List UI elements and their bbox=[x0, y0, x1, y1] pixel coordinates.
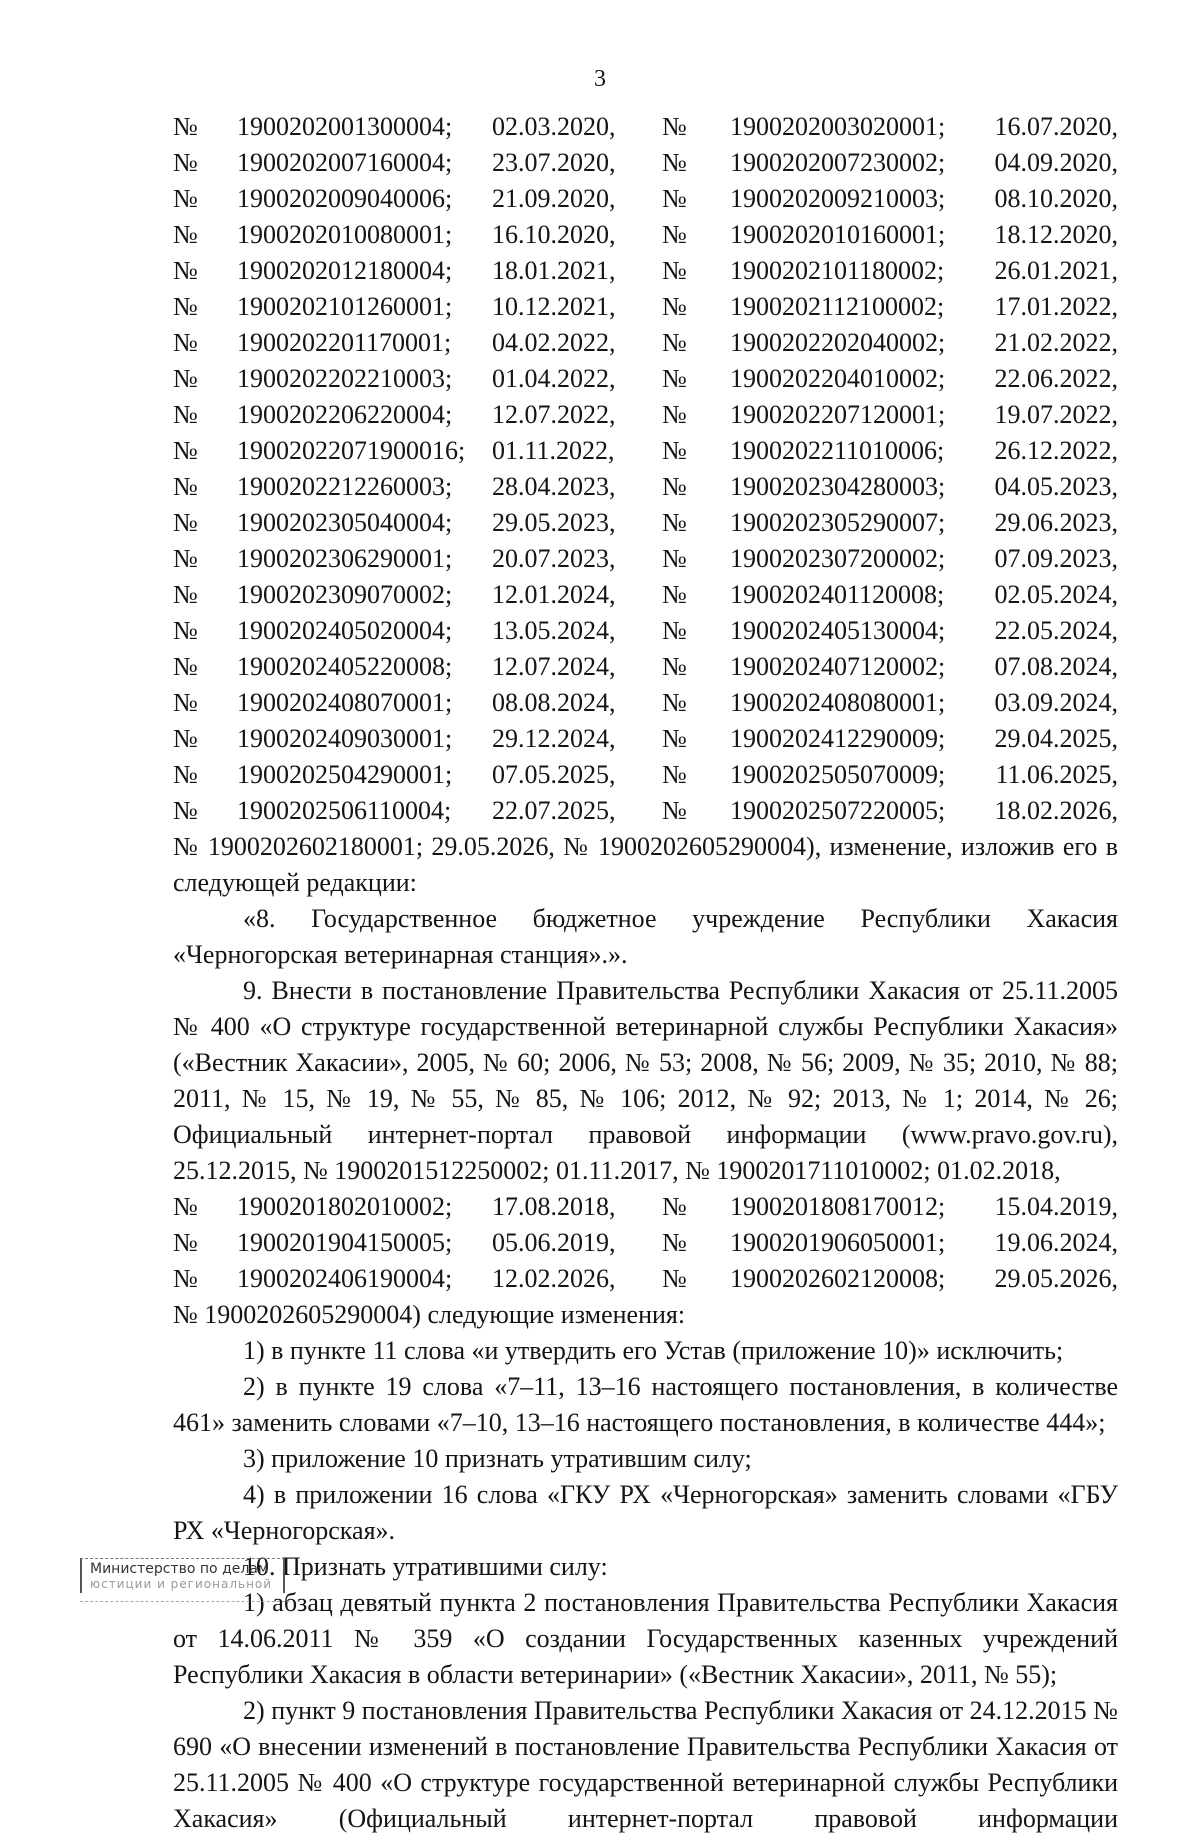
item-9-sub-1: 1) в пункте 11 слова «и утвердить его Устав (приложение 10)» исключить; bbox=[243, 1336, 1064, 1365]
number-sign: № bbox=[662, 652, 687, 681]
paragraph-after-register: № 1900202602180001; 29.05.2026, № 1900202605290004), изменение, изложив его в следующей редакции: bbox=[173, 832, 1118, 897]
publication-date: 16.10.2020, bbox=[492, 220, 616, 249]
register-row bbox=[173, 685, 1118, 721]
registration-number: 1900202204010002; bbox=[730, 364, 946, 393]
register-row bbox=[173, 757, 1118, 793]
number-sign: № bbox=[173, 1264, 198, 1293]
number-sign: № bbox=[662, 688, 687, 717]
item-10-heading: 10. Признать утратившими силу: bbox=[243, 1552, 608, 1581]
number-sign: № bbox=[662, 472, 687, 501]
number-sign: № bbox=[173, 724, 198, 753]
number-sign: № bbox=[662, 400, 687, 429]
publication-date: 21.09.2020, bbox=[492, 184, 616, 213]
registration-number: 1900202012180004; bbox=[237, 256, 453, 285]
registration-number: 1900202009210003; bbox=[730, 184, 946, 213]
registration-number: 1900202401120008; bbox=[730, 580, 945, 609]
number-sign: № bbox=[662, 1228, 687, 1257]
publication-date: 19.06.2024, bbox=[994, 1228, 1118, 1257]
ministry-stamp bbox=[80, 1558, 290, 1602]
registration-number: 1900202201170001; bbox=[237, 328, 452, 357]
register-row bbox=[173, 1225, 1118, 1261]
register-row bbox=[173, 541, 1118, 577]
register-row bbox=[173, 217, 1118, 253]
number-sign: № bbox=[662, 1264, 687, 1293]
register-row bbox=[173, 649, 1118, 685]
registration-number: 19002022071900016; bbox=[237, 436, 466, 465]
publication-date: 01.04.2022, bbox=[492, 364, 616, 393]
register-row bbox=[173, 793, 1118, 829]
publication-date: 20.07.2023, bbox=[492, 544, 616, 573]
register-row bbox=[173, 145, 1118, 181]
register-row bbox=[173, 289, 1118, 325]
publication-date: 18.01.2021, bbox=[492, 256, 616, 285]
item-9-intro: 9. Внести в постановление Правительства Республики Хакасия от 25.11.2005 № 400 «О структуре государственной ветеринарной службы Республики Хакасия» («Вестник Хакасии», 2005, № 60; 2006, № 53; 2008, № 56; 2009, № 35; 2010, № 88; 2011, № 15, № 19, № 55, № 85, № 106; 2012, № 92; 2013, № 1; 2014, № 26; Официальный интернет-портал правовой информации (www.pravo.gov.ru), 25.12.2015, № 1900201512250002; 01.11.2017, № 1900201711010002; 01.02.2018, bbox=[173, 976, 1118, 1185]
number-sign: № bbox=[662, 580, 687, 609]
registration-number: 1900202505070009; bbox=[730, 760, 946, 789]
registration-number: 1900202507220005; bbox=[730, 796, 946, 825]
registration-number: 1900202001300004; bbox=[237, 112, 453, 141]
registration-number: 1900202003020001; bbox=[730, 112, 946, 141]
registration-number: 1900202206220004; bbox=[237, 400, 453, 429]
registration-number: 1900201808170012; bbox=[730, 1192, 946, 1221]
registration-number: 1900202112100002; bbox=[730, 292, 945, 321]
number-sign: № bbox=[173, 508, 198, 537]
registration-number: 1900202101180002; bbox=[730, 256, 945, 285]
registration-number: 1900202007230002; bbox=[730, 148, 946, 177]
publication-date: 04.09.2020, bbox=[994, 148, 1118, 177]
register-row bbox=[173, 577, 1118, 613]
publication-date: 07.05.2025, bbox=[492, 760, 616, 789]
register-row bbox=[173, 1189, 1118, 1225]
quote-item-8: «8. Государственное бюджетное учреждение Республики Хакасия «Черногорская ветеринарная станция».». bbox=[173, 904, 1118, 969]
item-9-sub-3: 3) приложение 10 признать утратившим силу; bbox=[243, 1444, 752, 1473]
publication-date: 18.02.2026, bbox=[994, 796, 1118, 825]
registration-number: 1900202504290001; bbox=[237, 760, 453, 789]
item-9-register-table bbox=[173, 1189, 1118, 1297]
number-sign: № bbox=[662, 760, 687, 789]
number-sign: № bbox=[662, 544, 687, 573]
number-sign: № bbox=[173, 256, 198, 285]
registration-number: 1900201802010002; bbox=[237, 1192, 453, 1221]
item-10-sub-1: 1) абзац девятый пункта 2 постановления Правительства Республики Хакасия от 14.06.2011 № 359 «О создании Государственных казенных учреждений Республики Хакасия в области ветеринарии» («Вестник Хакасии», 2011, № 55); bbox=[173, 1588, 1118, 1689]
publication-date: 18.12.2020, bbox=[994, 220, 1118, 249]
number-sign: № bbox=[173, 1228, 198, 1257]
publication-date: 12.02.2026, bbox=[492, 1264, 616, 1293]
number-sign: № bbox=[173, 1192, 198, 1221]
publication-date: 12.07.2022, bbox=[492, 400, 616, 429]
publication-date: 26.01.2021, bbox=[994, 256, 1118, 285]
number-sign: № bbox=[662, 112, 687, 141]
registration-number: 1900202412290009; bbox=[730, 724, 946, 753]
number-sign: № bbox=[173, 148, 198, 177]
publication-date: 17.08.2018, bbox=[492, 1192, 616, 1221]
register-row bbox=[173, 325, 1118, 361]
register-row bbox=[173, 613, 1118, 649]
publication-date: 29.06.2023, bbox=[994, 508, 1118, 537]
publication-date: 08.10.2020, bbox=[994, 184, 1118, 213]
stamp-divider bbox=[80, 1601, 290, 1602]
item-10-sub-2: 2) пункт 9 постановления Правительства Республики Хакасия от 24.12.2015 № 690 «О внесении изменений в постановление Правительства Республики Хакасия от 25.11.2005 № 400 «О структуре государственной ветеринарной службы Республики Хакасия» (Официальный интернет-портал правовой информации bbox=[173, 1696, 1118, 1833]
registration-number: 1900202207120001; bbox=[730, 400, 946, 429]
publication-date: 02.05.2024, bbox=[994, 580, 1118, 609]
registration-number: 1900202211010006; bbox=[730, 436, 945, 465]
registration-number: 1900202010160001; bbox=[730, 220, 946, 249]
item-9-tail: № 1900202605290004) следующие изменения: bbox=[173, 1300, 686, 1329]
publication-date: 22.06.2022, bbox=[994, 364, 1118, 393]
register-table bbox=[173, 109, 1118, 829]
register-row bbox=[173, 397, 1118, 433]
registration-number: 1900202009040006; bbox=[237, 184, 453, 213]
publication-date: 02.03.2020, bbox=[492, 112, 616, 141]
publication-date: 22.05.2024, bbox=[994, 616, 1118, 645]
registration-number: 1900202408080001; bbox=[730, 688, 946, 717]
publication-date: 05.06.2019, bbox=[492, 1228, 616, 1257]
registration-number: 1900202408070001; bbox=[237, 688, 453, 717]
registration-number: 1900202405130004; bbox=[730, 616, 946, 645]
registration-number: 1900202305040004; bbox=[237, 508, 453, 537]
publication-date: 26.12.2022, bbox=[994, 436, 1118, 465]
number-sign: № bbox=[662, 616, 687, 645]
stamp-line-2: юстиции и региональной bbox=[90, 1577, 273, 1591]
number-sign: № bbox=[173, 112, 198, 141]
registration-number: 1900202405220008; bbox=[237, 652, 453, 681]
registration-number: 1900202309070002; bbox=[237, 580, 453, 609]
publication-date: 16.07.2020, bbox=[994, 112, 1118, 141]
number-sign: № bbox=[173, 220, 198, 249]
number-sign: № bbox=[662, 292, 687, 321]
document-body bbox=[173, 109, 1118, 1837]
number-sign: № bbox=[173, 292, 198, 321]
register-table-body bbox=[173, 109, 1118, 829]
registration-number: 1900202202210003; bbox=[237, 364, 453, 393]
number-sign: № bbox=[662, 724, 687, 753]
number-sign: № bbox=[662, 364, 687, 393]
publication-date: 29.04.2025, bbox=[994, 724, 1118, 753]
number-sign: № bbox=[173, 796, 198, 825]
number-sign: № bbox=[173, 400, 198, 429]
number-sign: № bbox=[173, 760, 198, 789]
publication-date: 08.08.2024, bbox=[492, 688, 616, 717]
publication-date: 29.05.2023, bbox=[492, 508, 616, 537]
registration-number: 1900202007160004; bbox=[237, 148, 453, 177]
registration-number: 1900202304280003; bbox=[730, 472, 946, 501]
stamp-box bbox=[80, 1558, 285, 1593]
registration-number: 1900202506110004; bbox=[237, 796, 452, 825]
number-sign: № bbox=[662, 220, 687, 249]
publication-date: 28.04.2023, bbox=[492, 472, 616, 501]
publication-date: 29.05.2026, bbox=[994, 1264, 1118, 1293]
registration-number: 1900202602120008; bbox=[730, 1264, 946, 1293]
registration-number: 1900201904150005; bbox=[237, 1228, 453, 1257]
publication-date: 15.04.2019, bbox=[994, 1192, 1118, 1221]
registration-number: 1900202010080001; bbox=[237, 220, 453, 249]
register-row bbox=[173, 253, 1118, 289]
publication-date: 04.05.2023, bbox=[994, 472, 1118, 501]
publication-date: 23.07.2020, bbox=[492, 148, 616, 177]
number-sign: № bbox=[662, 1192, 687, 1221]
publication-date: 01.11.2022, bbox=[492, 436, 615, 465]
publication-date: 10.12.2021, bbox=[492, 292, 616, 321]
registration-number: 1900202307200002; bbox=[730, 544, 946, 573]
registration-number: 1900202212260003; bbox=[237, 472, 453, 501]
number-sign: № bbox=[662, 184, 687, 213]
registration-number: 1900202409030001; bbox=[237, 724, 453, 753]
item-9-sub-4: 4) в приложении 16 слова «ГКУ РХ «Черногорская» заменить словами «ГБУ РХ «Черногорская». bbox=[173, 1480, 1118, 1545]
publication-date: 07.08.2024, bbox=[994, 652, 1118, 681]
number-sign: № bbox=[173, 580, 198, 609]
stamp-line-1: Министерство по делам bbox=[90, 1561, 269, 1577]
register-row bbox=[173, 361, 1118, 397]
registration-number: 1900201906050001; bbox=[730, 1228, 946, 1257]
publication-date: 19.07.2022, bbox=[994, 400, 1118, 429]
number-sign: № bbox=[173, 184, 198, 213]
registration-number: 1900202406190004; bbox=[237, 1264, 453, 1293]
publication-date: 04.02.2022, bbox=[492, 328, 616, 357]
registration-number: 1900202306290001; bbox=[237, 544, 453, 573]
page-number: 3 bbox=[594, 66, 606, 92]
registration-number: 1900202407120002; bbox=[730, 652, 946, 681]
publication-date: 07.09.2023, bbox=[994, 544, 1118, 573]
register-row bbox=[173, 109, 1118, 145]
publication-date: 22.07.2025, bbox=[492, 796, 616, 825]
item-9-sub-2: 2) в пункте 19 слова «7–11, 13–16 настоящего постановления, в количестве 461» заменить словами «7–10, 13–16 настоящего постановления, в количестве 444»; bbox=[173, 1372, 1118, 1437]
number-sign: № bbox=[662, 148, 687, 177]
publication-date: 12.01.2024, bbox=[492, 580, 616, 609]
publication-date: 29.12.2024, bbox=[492, 724, 616, 753]
register-row bbox=[173, 1261, 1118, 1297]
number-sign: № bbox=[662, 508, 687, 537]
number-sign: № bbox=[173, 472, 198, 501]
publication-date: 21.02.2022, bbox=[994, 328, 1118, 357]
number-sign: № bbox=[662, 256, 687, 285]
number-sign: № bbox=[173, 364, 198, 393]
number-sign: № bbox=[173, 688, 198, 717]
number-sign: № bbox=[662, 328, 687, 357]
publication-date: 11.06.2025, bbox=[995, 760, 1118, 789]
registration-number: 1900202305290007; bbox=[730, 508, 946, 537]
registration-number: 1900202101260001; bbox=[237, 292, 453, 321]
registration-number: 1900202405020004; bbox=[237, 616, 453, 645]
registration-number: 1900202202040002; bbox=[730, 328, 946, 357]
register-row bbox=[173, 505, 1118, 541]
number-sign: № bbox=[173, 652, 198, 681]
number-sign: № bbox=[173, 436, 198, 465]
number-sign: № bbox=[662, 796, 687, 825]
item-9-register-body bbox=[173, 1189, 1118, 1297]
number-sign: № bbox=[173, 328, 198, 357]
register-row bbox=[173, 433, 1118, 469]
number-sign: № bbox=[173, 544, 198, 573]
publication-date: 17.01.2022, bbox=[994, 292, 1118, 321]
number-sign: № bbox=[662, 436, 687, 465]
register-row bbox=[173, 721, 1118, 757]
number-sign: № bbox=[173, 616, 198, 645]
publication-date: 03.09.2024, bbox=[994, 688, 1118, 717]
register-row bbox=[173, 469, 1118, 505]
publication-date: 13.05.2024, bbox=[492, 616, 616, 645]
register-row bbox=[173, 181, 1118, 217]
publication-date: 12.07.2024, bbox=[492, 652, 616, 681]
